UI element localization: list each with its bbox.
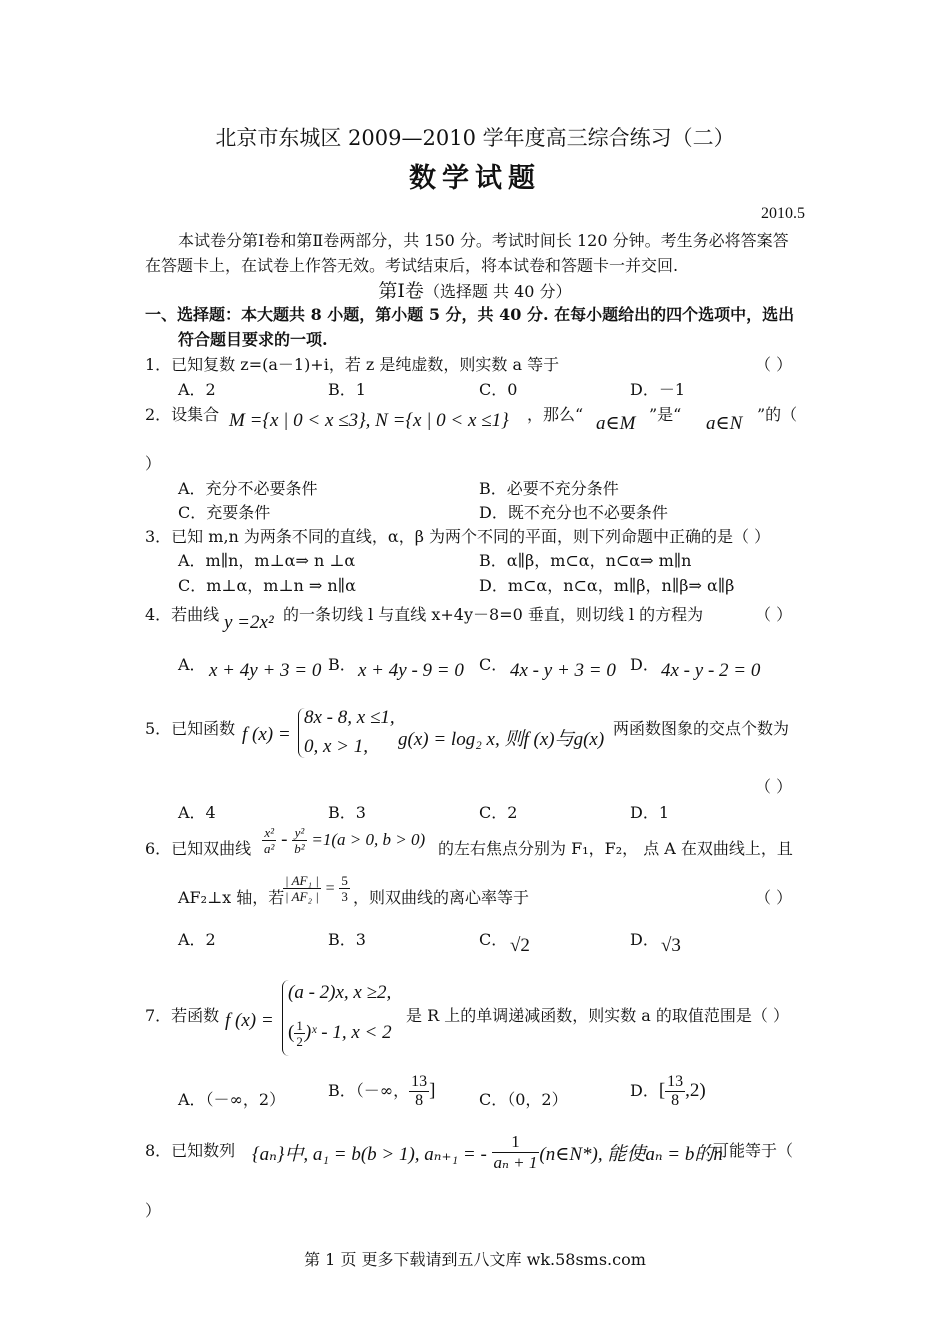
instruction-line-2: 符合题目要求的一项. — [178, 330, 328, 349]
q7-number: 7．若函数 — [145, 1006, 220, 1025]
q5-number: 5．已知函数 — [145, 719, 236, 738]
q2-sets: M ={x | 0 < x ≤3}, N ={x | 0 < x ≤1} — [229, 410, 509, 431]
q5-answer-bracket: （ ） — [755, 777, 793, 796]
q5-option-a: A．4 — [178, 803, 216, 822]
q3-option-a: A．m∥n，m⊥α⇒ n ⊥α — [178, 551, 356, 570]
section-note: （选择题 共 40 分） — [423, 282, 572, 301]
q4-rest: 的一条切线 l 与直线 x+4y－8=0 垂直，则切线 l 的方程为 — [283, 605, 704, 624]
q4-option-c-label: C． — [479, 655, 508, 674]
q4-option-a: x + 4y + 3 = 0 — [209, 660, 322, 681]
q2-number: 2．设集合 — [145, 405, 220, 424]
q6-frac-y: $\frac{\text{y²}}{\text{b²}}$ — [294, 825, 305, 856]
q1-option-c: C．0 — [479, 380, 518, 399]
q6-frac-af: $\frac{\text{| AF₁ |}}{\text{| AF₂ |}}$ — [285, 873, 319, 904]
q2-shi: ”是“ — [649, 405, 682, 424]
q3-option-b: B．α∥β，m⊂α，n⊂α⇒ m∥n — [479, 551, 692, 570]
q6-rest: 的左右焦点分别为 F₁，F₂， 点 A 在双曲线上，且 — [438, 839, 793, 858]
q1-option-a: A．2 — [178, 380, 216, 399]
q4-option-b-label: B． — [328, 655, 356, 674]
q2-mid: ，那么“ — [527, 405, 584, 424]
q5-case-1: 8x - 8, x ≤1, — [304, 707, 395, 728]
q6-option-d: √3 — [661, 935, 681, 956]
intro-line-1: 本试卷分第Ⅰ卷和第Ⅱ卷两部分，共 150 分。考试时间长 120 分钟。考生务必将答案答 — [178, 231, 789, 250]
q3-option-c: C．m⊥α，m⊥n ⇒ n∥α — [178, 576, 356, 595]
q2-close: ） — [145, 454, 162, 473]
q2-option-a: A．充分不必要条件 — [178, 479, 318, 498]
q5-case-2: 0, x > 1, — [304, 736, 369, 757]
q6-line2-a: AF₂⊥x 轴，若 — [178, 888, 285, 907]
instruction-line-1: 一、选择题：本大题共 8 小题，第小题 5 分，共 40 分. 在每小题给出的四个选项中，选出 — [145, 305, 795, 324]
q7-frac-half: $\frac{1}{2}$ — [296, 1018, 303, 1049]
q7-case-2: ( $\frac{1}{2}$ )ˣ - 1, x < 2 — [288, 1018, 392, 1049]
section-title: 第Ⅰ卷 — [378, 280, 424, 302]
q3-stem: 3．已知 m,n 为两条不同的直线，α，β 为两个不同的平面，则下列命题中正确的是（ ） — [145, 527, 771, 546]
q7-option-a: A．（－∞，2） — [178, 1090, 286, 1109]
q2-option-c: C．充要条件 — [178, 503, 271, 522]
q6-option-a: A．2 — [178, 930, 216, 949]
q8-frac: $\frac{1}{\text{aₙ + 1}}$ — [493, 1132, 538, 1172]
exam-date: 2010.5 — [761, 205, 805, 222]
q5-option-b: B．3 — [328, 803, 366, 822]
q2-option-b: B．必要不充分条件 — [479, 479, 619, 498]
intro-line-2: 在答题卡上，在试卷上作答无效。考试结束后，将本试卷和答题卡一并交回. — [145, 256, 679, 275]
q7-case-1: (a - 2)x, x ≥2, — [288, 982, 392, 1003]
q6-option-d-label: D． — [630, 930, 659, 949]
q4-option-d-label: D． — [630, 655, 659, 674]
q1-option-b: B．1 — [328, 380, 366, 399]
q1-stem: 1．已知复数 z=(a－1)+i，若 z 是纯虚数，则实数 a 等于 — [145, 355, 560, 374]
q2-option-d: D．既不充分也不必要条件 — [479, 503, 668, 522]
q2-end: ”的（ — [757, 405, 798, 424]
q5-g: g(x) = log₂ x, 则f (x)与g(x) — [398, 729, 605, 750]
q6-frac-x: $\frac{\text{x²}}{\text{a²}}$ — [264, 825, 275, 856]
q8-rest: 可能等于（ — [713, 1141, 794, 1160]
q4-option-a-label: A． — [178, 655, 206, 674]
q6-frac-53: $\frac{5}{3}$ — [341, 873, 348, 904]
q6-hyperbola: $\frac{\text{x²}}{\text{a²}}$ - $\frac{\text{y²}}{\text{b²}}$ =1(a > 0, b > 0) — [264, 825, 426, 856]
q6-option-c-label: C． — [479, 930, 508, 949]
exam-title: 北京市东城区 2009—2010 学年度高三综合练习（二） — [215, 126, 735, 150]
q7-option-d: D．[ $\frac{13}{8}$ ,2) — [630, 1073, 706, 1109]
q8-close: ） — [145, 1201, 162, 1220]
q6-ratio: $\frac{\text{| AF₁ |}}{\text{| AF₂ |}}$ = $\frac{5}{3}$ — [285, 873, 348, 904]
q4-option-b: x + 4y - 9 = 0 — [358, 660, 464, 681]
q1-answer-bracket: （ ） — [755, 355, 793, 374]
q1-option-d: D．－1 — [630, 380, 686, 399]
q4-number: 4．若曲线 — [145, 605, 220, 624]
q6-answer-bracket: （ ） — [755, 888, 793, 907]
q5-option-d: D．1 — [630, 803, 670, 822]
q7-option-c: C．（0，2） — [479, 1090, 568, 1109]
q6-number: 6．已知双曲线 — [145, 839, 252, 858]
q4-option-d: 4x - y - 2 = 0 — [661, 660, 761, 681]
page-footer: 第 1 页 更多下载请到五八文库 wk.58sms.com — [304, 1250, 646, 1269]
exam-subtitle: 数学试题 — [409, 163, 541, 194]
q2-cond-2: a∈N — [706, 413, 743, 434]
q4-answer-bracket: （ ） — [755, 605, 793, 624]
q5-f-lhs: f (x) = — [242, 724, 291, 745]
q2-cond-1: a∈M — [596, 413, 636, 434]
q4-curve: y =2x² — [224, 612, 274, 633]
q8-number: 8．已知数列 — [145, 1141, 236, 1160]
q7-option-b: B．（－∞， $\frac{13}{8}$ ] — [328, 1073, 436, 1109]
q4-option-c: 4x - y + 3 = 0 — [510, 660, 616, 681]
q6-option-c: √2 — [510, 935, 530, 956]
q5-rest: 两函数图象的交点个数为 — [613, 719, 790, 738]
q3-option-d: D．m⊂α，n⊂α，m∥β，n∥β⇒ α∥β — [479, 576, 735, 595]
q7-rest: 是 R 上的单调递减函数，则实数 a 的取值范围是（ ） — [406, 1006, 790, 1025]
q7-f-lhs: f (x) = — [225, 1010, 274, 1031]
q5-option-c: C．2 — [479, 803, 518, 822]
q6-option-b: B．3 — [328, 930, 366, 949]
q6-line2-b: ，则双曲线的离心率等于 — [353, 888, 530, 907]
q8-sequence: {aₙ}中, a₁ = b(b > 1), aₙ₊₁ = - $\frac{1}{\text{aₙ + 1}}$ (n∈N*), 能使aₙ = b的n — [252, 1132, 723, 1172]
section-heading — [0, 276, 950, 303]
